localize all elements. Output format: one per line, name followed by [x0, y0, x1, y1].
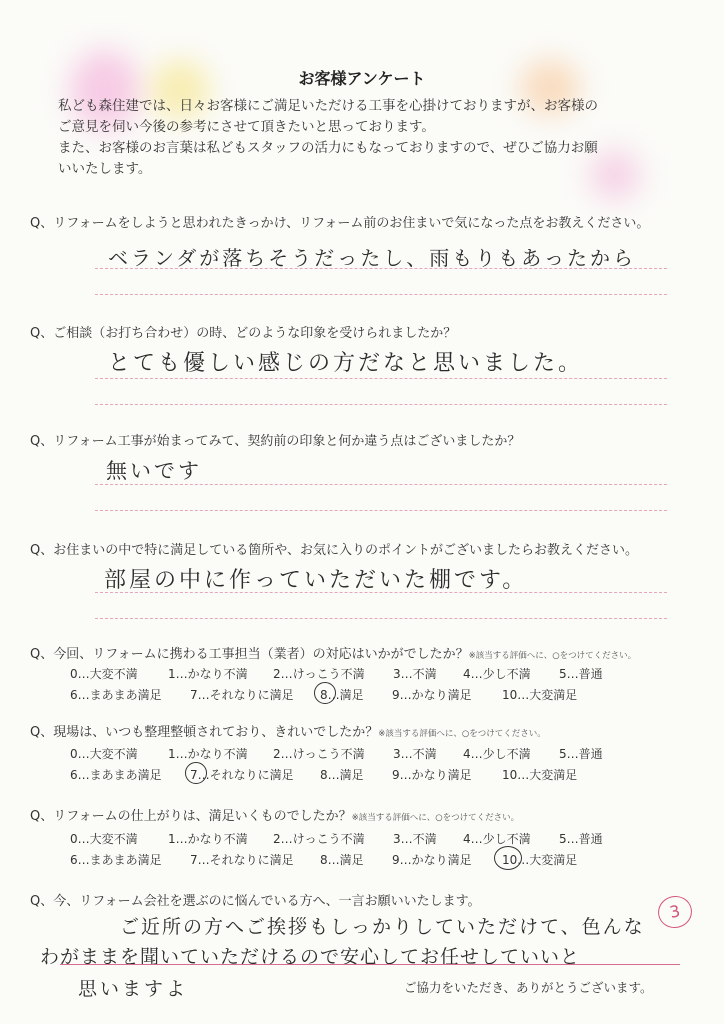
answer-line	[95, 378, 667, 379]
score-badge: 3	[655, 893, 695, 931]
scale-option: 4…少し不満	[463, 667, 531, 681]
answer-line	[95, 484, 667, 485]
answer-line	[95, 592, 667, 593]
scale-option: 2…けっこう不満	[273, 667, 365, 681]
scale-option: 6…まあまあ満足	[70, 853, 162, 867]
selected-rating-circle	[314, 682, 336, 704]
scale-option: 8…満足	[320, 853, 364, 867]
scale-option: 0…大変不満	[70, 747, 138, 761]
scale-option: 10…大変満足	[502, 768, 578, 782]
scale-option: 9…かなり満足	[392, 853, 472, 867]
rating-question-2: Q、現場は、いつも整理整頓されており、きれいでしたか？※該当する評価へに、○をつけてください。	[30, 725, 546, 740]
scale-option: 7…それなりに満足	[190, 853, 294, 867]
intro-text: 私ども森住建では、日々お客様にご満足いただける工事を心掛けておりますが、お客様の ご意見を伺い今後の参考にさせて頂きたいと思っております。 また、お客様のお言葉は私どもスタッフの活力にもなっておりますので、ぜひご協力お願 いいたします。	[58, 98, 598, 177]
scale-option: 7…それなりに満足	[190, 688, 294, 702]
scale-option: 5…普通	[559, 747, 603, 761]
scale-option: 7…それなりに満足	[190, 768, 294, 782]
scale-option: 4…少し不満	[463, 747, 531, 761]
answer-2: とても優しい感じの方だなと思いました。	[108, 351, 584, 376]
answer-line	[95, 510, 667, 511]
answer-line	[95, 294, 667, 295]
final-answer-line-3: 思いますよ	[78, 978, 189, 1000]
scale-option: 3…不満	[393, 667, 437, 681]
final-answer-line-1: ご近所の方へご挨拶もしっかりしていただけて、色んな	[120, 916, 645, 938]
scale-option: 4…少し不満	[463, 832, 531, 846]
question-4: Q、お住まいの中で特に満足している箇所や、お気に入りのポイントがございましたらお教えください。	[30, 543, 638, 558]
page-title: お客様アンケート	[298, 69, 426, 88]
scale-option: 0…大変不満	[70, 832, 138, 846]
scale-option: 6…まあまあ満足	[70, 768, 162, 782]
answer-line	[95, 618, 667, 619]
selected-rating-circle	[494, 846, 522, 870]
scale-option: 5…普通	[559, 667, 603, 681]
answer-line	[60, 964, 680, 965]
scale-option: 0…大変不満	[70, 667, 138, 681]
scale-option: 10…大変満足	[502, 688, 578, 702]
scale-option: 3…不満	[393, 832, 437, 846]
scale-option: 1…かなり不満	[168, 747, 248, 761]
scale-option: 6…まあまあ満足	[70, 688, 162, 702]
scale-option: 8…満足	[320, 768, 364, 782]
scale-option: 8…満足	[320, 688, 364, 702]
final-answer-line-2: わがままを聞いていただけるので安心してお任せしていいと	[40, 946, 581, 968]
answer-1: ベランダが落ちそうだったし、雨もりもあったから	[108, 246, 636, 270]
scale-option: 10…大変満足	[502, 853, 578, 867]
rating-question-3: Q、リフォームの仕上がりは、満足いくものでしたか？※該当する評価へに、○をつけてください。	[30, 809, 520, 824]
scale-option: 1…かなり不満	[168, 832, 248, 846]
answer-line	[95, 268, 667, 269]
scale-option: 9…かなり満足	[392, 768, 472, 782]
question-1: Q、リフォームをしようと思われたきっかけ、リフォーム前のお住まいで気になった点をお教えください。	[30, 216, 650, 231]
scale-option: 2…けっこう不満	[273, 832, 365, 846]
answer-3: 無いです	[106, 459, 202, 483]
selected-rating-circle	[185, 762, 207, 784]
answer-line	[95, 404, 667, 405]
scale-option: 1…かなり不満	[168, 667, 248, 681]
scale-option: 2…けっこう不満	[273, 747, 365, 761]
scale-option: 5…普通	[559, 832, 603, 846]
question-2: Q、ご相談（お打ち合わせ）の時、どのような印象を受けられましたか？	[30, 326, 457, 341]
question-3: Q、リフォーム工事が始まってみて、契約前の印象と何か違う点はございましたか？	[30, 434, 521, 449]
rating-question-1: Q、今回、リフォームに携わる工事担当（業者）の対応はいかがでしたか？※該当する評価へに、○をつけてください。	[30, 647, 637, 662]
thanks-message: ご協力をいただき、ありがとうございます。	[404, 980, 653, 995]
scale-option: 3…不満	[393, 747, 437, 761]
final-question: Q、今、リフォーム会社を選ぶのに悩んでいる方へ、一言お願いいたします。	[30, 894, 481, 909]
answer-4: 部屋の中に作っていただいた棚です。	[104, 568, 528, 593]
scale-option: 9…かなり満足	[392, 688, 472, 702]
